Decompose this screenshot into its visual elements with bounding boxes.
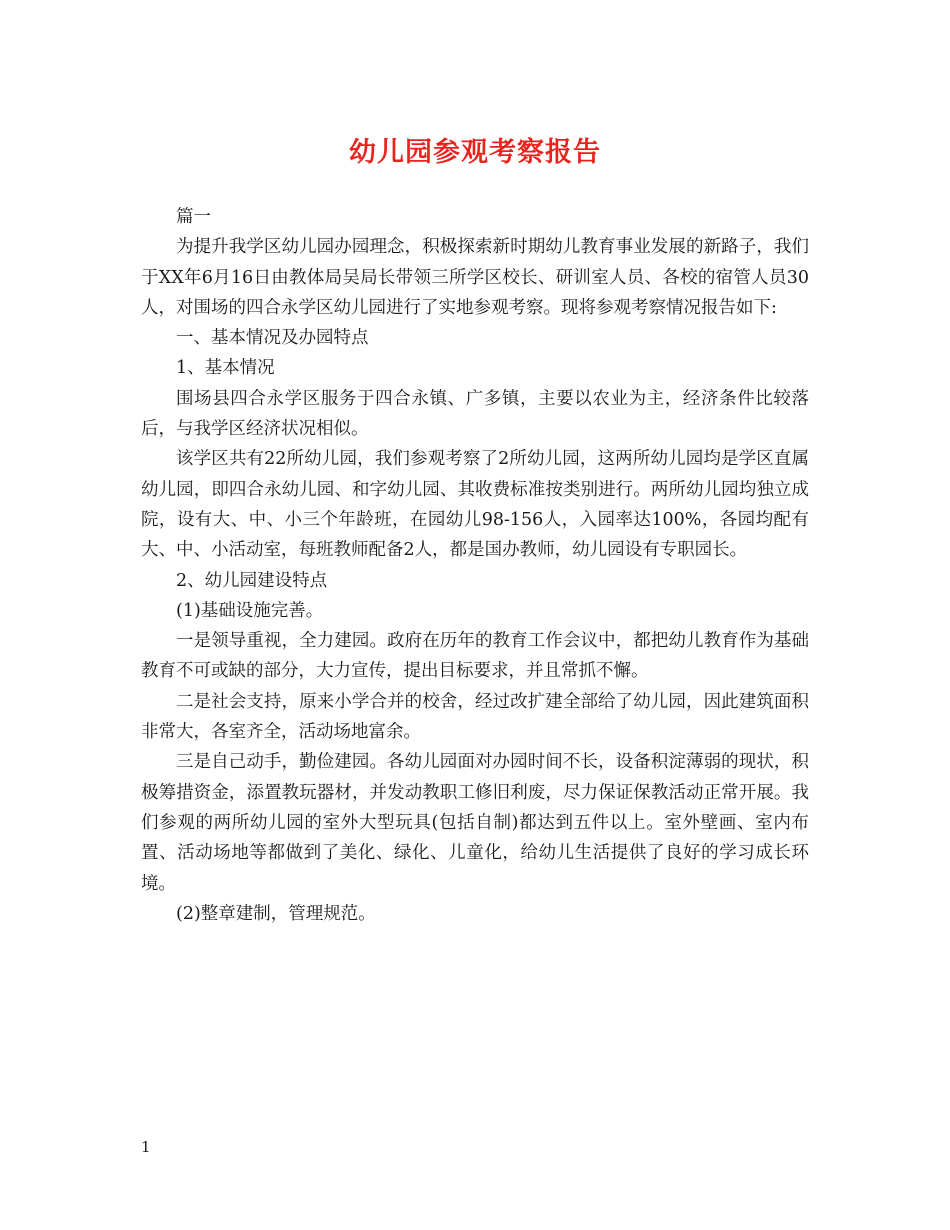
paragraph-social-support: 二是社会支持，原来小学合并的校舍，经过改扩建全部给了幼儿园，因此建筑面积非常大，各室齐全，活动场地富余。 — [141, 691, 809, 743]
paragraph-leadership: 一是领导重视，全力建园。政府在历年的教育工作会议中，都把幼儿教育作为基础教育不可或缺的部分，大力宣传，提出目标要求，并且常抓不懈。 — [141, 631, 809, 682]
heading-basic-situation: 1、基本情况 — [176, 358, 275, 379]
paragraph-district-overview: 围场县四合永学区服务于四合永镇、广多镇，主要以农业为主，经济条件比较落后，与我学区经济状况相似。 — [141, 388, 809, 440]
document-title: 幼儿园参观考察报告 — [349, 137, 601, 168]
page-number: 1 — [141, 1138, 151, 1156]
heading-construction-features: 2、幼儿园建设特点 — [176, 570, 328, 591]
paragraph-kindergarten-stats: 该学区共有22所幼儿园，我们参观考察了2所幼儿园，这两所幼儿园均是学区直属幼儿园，即四合永幼儿园、和字幼儿园、其收费标准按类别进行。两所幼儿园均独立成院，设有大、中、小三个年龄班，在园幼儿98-156人，入园率达100%，各园均配有大、中、小活动室，每班教师配备2人，都是国办教师，幼儿园设有专职园长。 — [141, 449, 809, 561]
heading-basic-situation-features: 一、基本情况及办园特点 — [176, 328, 369, 349]
document-body — [141, 202, 809, 929]
paragraph-section-label: 篇一 — [176, 207, 211, 227]
paragraph-self-reliance: 三是自己动手，勤俭建园。各幼儿园面对办园时间不长，设备积淀薄弱的现状，积极筹措资金，添置教玩器材，并发动教职工修旧利废，尽力保证保教活动正常开展。我们参观的两所幼儿园的室外大型玩具(包括自制)都达到五件以上。室外壁画、室内布置、活动场地等都做到了美化、绿化、儿童化，给幼儿生活提供了良好的学习成长环境。 — [141, 752, 809, 894]
heading-infrastructure: (1)基础设施完善。 — [176, 600, 324, 621]
paragraph-intro: 为提升我学区幼儿园办园理念，积极探索新时期幼儿教育事业发展的新路子，我们于XX年6月16日由教体局吴局长带领三所学区校长、研训室人员、各校的宿管人员30人，对围场的四合永学区幼儿园进行了实地参观考察。现将参观考察情况报告如下: — [141, 237, 809, 318]
heading-management: (2)整章建制，管理规范。 — [176, 903, 376, 924]
